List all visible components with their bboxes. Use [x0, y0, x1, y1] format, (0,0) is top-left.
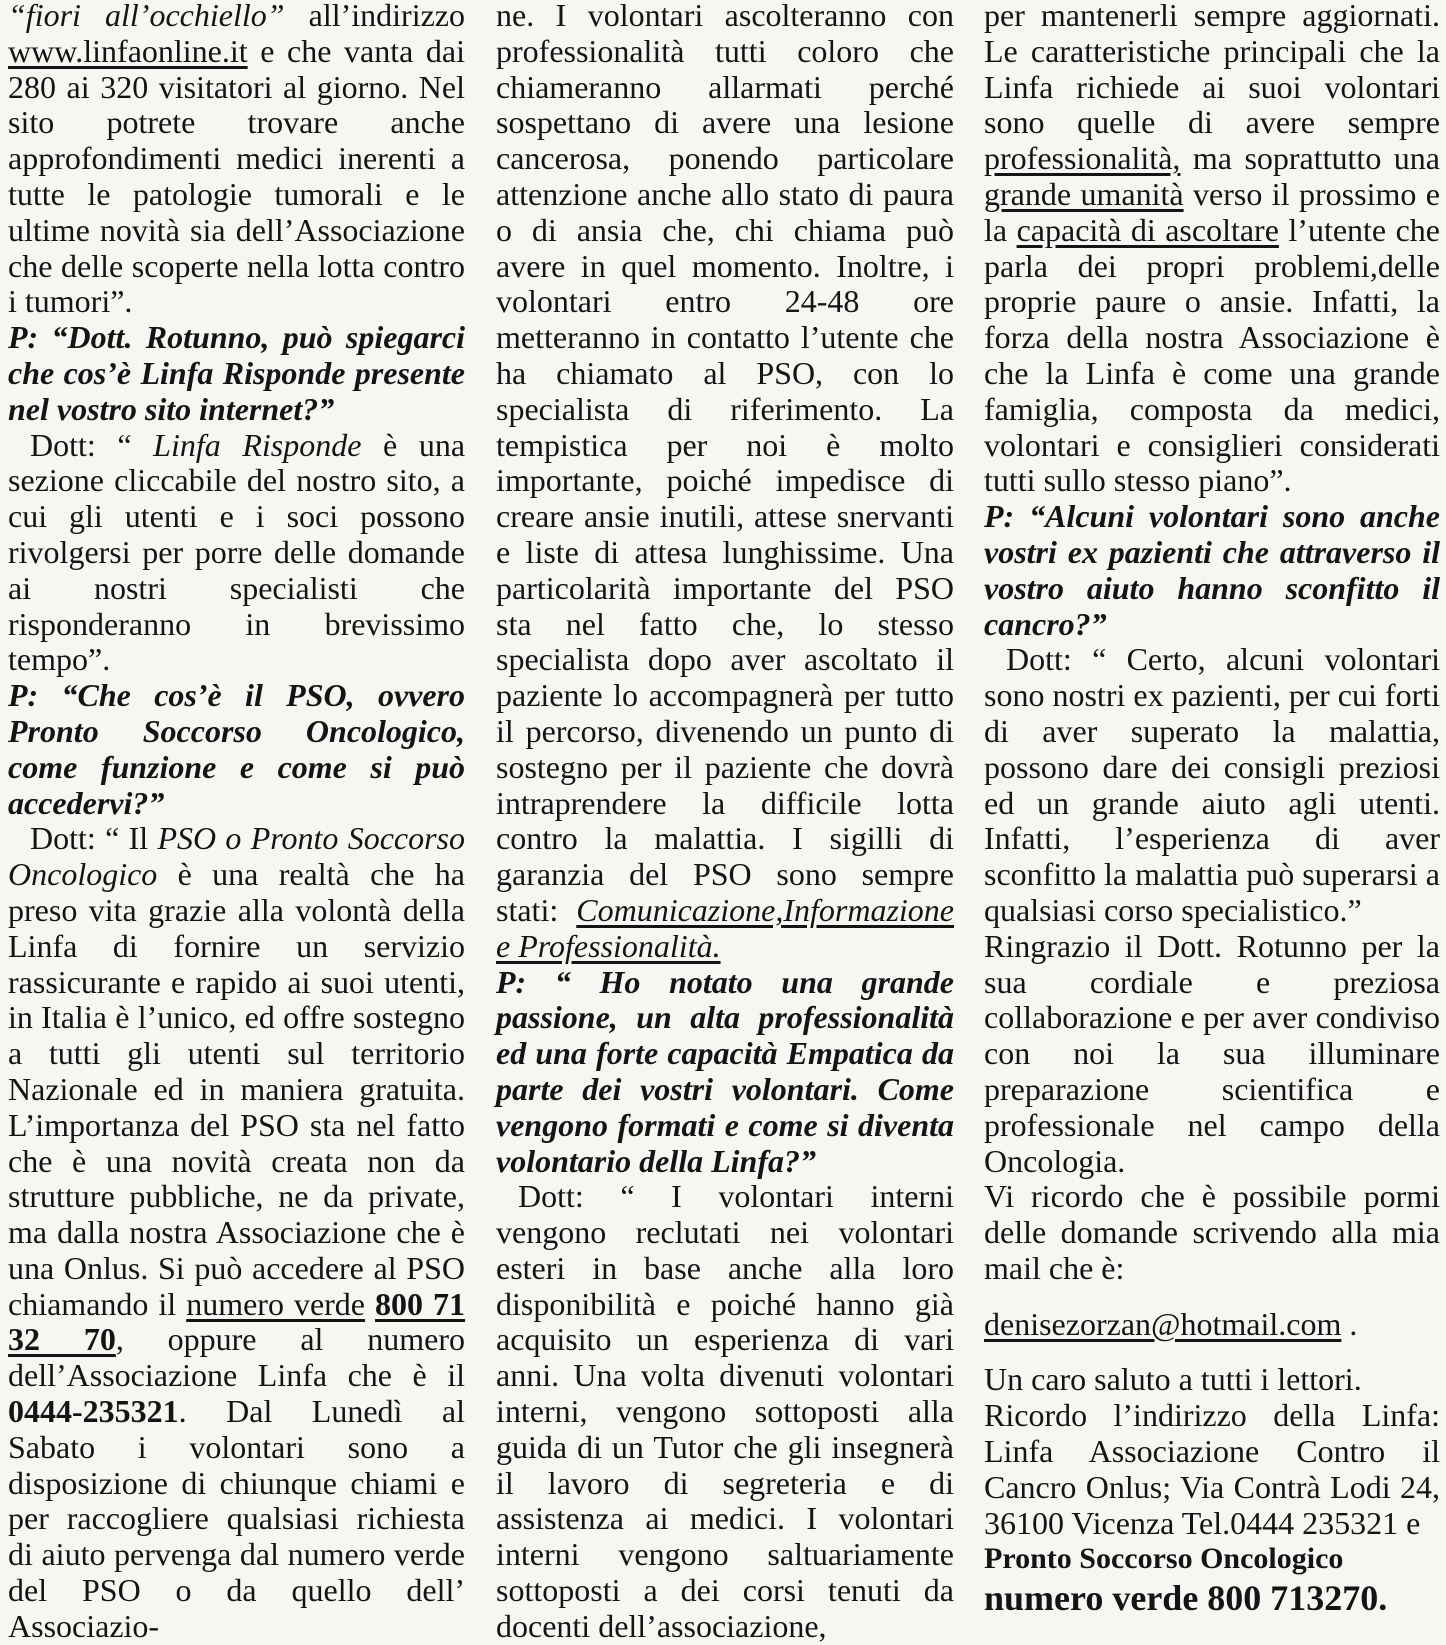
question-2: P: “Che cos’è il PSO, ovvero Pronto Soccorso Oncologico, come funzione e come si può accedervi?” — [8, 677, 465, 821]
address-paragraph: Ricordo l’indirizzo della Linfa: Linfa Associazione Contro il Cancro Onlus; Via Contrà Lodi 24, 36100 Vicenza Tel.0444 235321 e — [984, 1397, 1440, 1541]
question-1: P: “Dott. Rotunno, può spiegarci che cos’è Linfa Risponde presente nel vostro sito internet?” — [8, 319, 465, 427]
text-span: verso il prossimo e la — [984, 175, 1441, 248]
column-3 — [984, 0, 1441, 1619]
text-span: per mantenerli sempre aggiornati. Le caratteristiche principali che la Linfa richiede ai suoi volontari sono quelle di avere sempre — [984, 0, 1440, 141]
pso-values: Comunicazione,Informazione e Professionalità. — [496, 891, 954, 964]
intro-paragraph — [8, 0, 465, 320]
text-span: Dott: “ — [30, 426, 154, 463]
umanita-term: grande umanità — [984, 175, 1184, 212]
text-span — [365, 1286, 375, 1322]
email-line — [984, 1307, 1440, 1343]
linfa-risponde-term: Linfa Risponde — [153, 426, 362, 463]
column-1 — [8, 0, 466, 1644]
text-span: è una realtà che ha preso vita grazie alla volontà della Linfa di fornire un servizio rassicurante e rapido ai suoi utenti, in Italia è l’unico, ed offre sostegno a tutti gli utenti sul territorio Nazionale ed in maniera gratuita. L’importanza del PSO sta nel fatto che è una novità creata non da strutture pubbliche, ne da private, ma dalla nostra Associazione che è una Onlus. Si può accedere al PSO chiamando il — [8, 856, 465, 1322]
answer-2 — [8, 821, 465, 1644]
greeting: Un caro saluto a tutti i lettori. — [984, 1361, 1362, 1398]
text-span: ma soprattutto una — [1180, 140, 1440, 177]
text-span: all’indirizzo — [284, 0, 465, 33]
footer-service-name: Pronto Soccorso Oncologico — [984, 1542, 1344, 1576]
continued-paragraph — [984, 0, 1440, 499]
reminder-paragraph: Vi ricordo che è possibile pormi delle domande scrivendo alla mia mail che è: — [984, 1178, 1440, 1286]
continued-paragraph — [496, 0, 954, 965]
text-span: e che vanta dai 280 ai 320 visitatori al giorno. Nel sito potrete trovare anche approfondimenti medici inerenti a tutte le patologie tumorali e le ultime novità sia dell’Associazione che delle scoperte nella lotta contro i tumori”. — [8, 32, 465, 320]
professionalita-term: professionalità, — [984, 140, 1181, 177]
text-span: Dott: “ Il — [30, 820, 158, 857]
association-phone[interactable]: 0444-235321 — [8, 1393, 179, 1430]
pso-term: PSO o Pronto Soccorso Oncologico — [8, 820, 466, 893]
footer-toll-free: numero verde 800 713270. — [984, 1578, 1388, 1619]
question-3: P: “ Ho notato una grande passione, un alta professionalità ed una forte capacità Empatica da parte dei vostri volontari. Come vengono formati e come si diventa volontario della Linfa?” — [496, 963, 954, 1179]
toll-free-number[interactable]: 800 71 32 70 — [8, 1285, 466, 1358]
column-2 — [496, 0, 954, 1644]
question-4: P: “Alcuni volontari sono anche vostri ex pazienti che attraverso il vostro aiuto hanno sconfitto il cancro?” — [984, 498, 1440, 642]
spacer — [984, 1342, 1440, 1362]
quote-text: “fiori all’occhiello” — [8, 0, 285, 33]
text-span: ne. I volontari ascolteranno con professionalità tutti coloro che chiameranno allarmati perché sospettano di avere una lesione cancerosa, ponendo particolare attenzione anche allo stato di paura o di ansia che, chi chiama può avere in quel momento. Inoltre, i volontari entro 24-48 ore metteranno in contatto l’utente che ha chiamato al PSO, con lo specialista di riferimento. La tempistica per noi è molto importante, poiché impedisce di creare ansie inutili, attese snervanti e liste di attesa lunghissime. Una particolarità importante del PSO sta nel fatto che, lo stesso specialista dopo aver ascoltato il paziente lo accompagnerà per tutto il percorso, divenendo un punto di sostegno per il paziente che dovrà intraprendere la difficile lotta contro la malattia. I sigilli di garanzia del PSO sono sempre stati: — [496, 0, 954, 928]
text-span: , oppure al numero dell’Associazione Linfa che è il — [8, 1321, 466, 1394]
answer-1 — [8, 428, 465, 679]
text-span: è una sezione cliccabile del nostro sito, a cui gli utenti e i soci possono rivolgersi per porre delle domande ai nostri specialisti che risponderanno in brevissimo tempo”. — [8, 426, 466, 678]
toll-free-label: numero verde — [186, 1285, 366, 1322]
email-link[interactable]: denisezorzan@hotmail.com — [984, 1305, 1342, 1342]
answer-4: Dott: “ Certo, alcuni volontari sono nostri ex pazienti, per cui forti di aver superato la malattia, possono dare dei consigli preziosi ed un grande aiuto agli utenti. Infatti, l’esperienza di aver sconfitto la malattia può superarsi a qualsiasi corso specialistico.” — [984, 641, 1440, 928]
text-span: l’utente che parla dei propri problemi,delle proprie paure o ansie. Infatti, la forza della nostra Associazione è che la Linfa è come una grande famiglia, composta da medici, volontari e consiglieri considerati tutti sullo stesso piano”. — [984, 211, 1441, 499]
answer-3: Dott: “ I volontari interni vengono reclutati nei volontari esteri in base anche alla loro disponibilità e poiché hanno già acquisito un esperienza di vari anni. Una volta divenuti volontari interni, vengono sottoposti alla guida di un Tutor che gli insegnerà il lavoro di segreteria e di assistenza ai medici. I volontari interni vengono saltuariamente sottoposti a dei corsi tenuti da docenti dell’associazione, — [496, 1178, 954, 1644]
text-span: . Dal Lunedì al Sabato i volontari sono a disposizione di chiunque chiami e per raccogliere qualsiasi richiesta di aiuto pervenga dal numero verde del PSO o da quello dell’ Associazio- — [8, 1393, 465, 1644]
ascoltare-term: capacità di ascoltare — [1016, 211, 1279, 248]
thanks-paragraph: Ringrazio il Dott. Rotunno per la sua cordiale e preziosa collaborazione e per aver condiviso con noi la sua illuminare preparazione scientifica e professionale nel campo della Oncologia. — [984, 927, 1440, 1179]
text-span: . — [1341, 1305, 1358, 1342]
spacer — [984, 1287, 1440, 1307]
website-link[interactable]: www.linfaonline.it — [8, 32, 248, 69]
